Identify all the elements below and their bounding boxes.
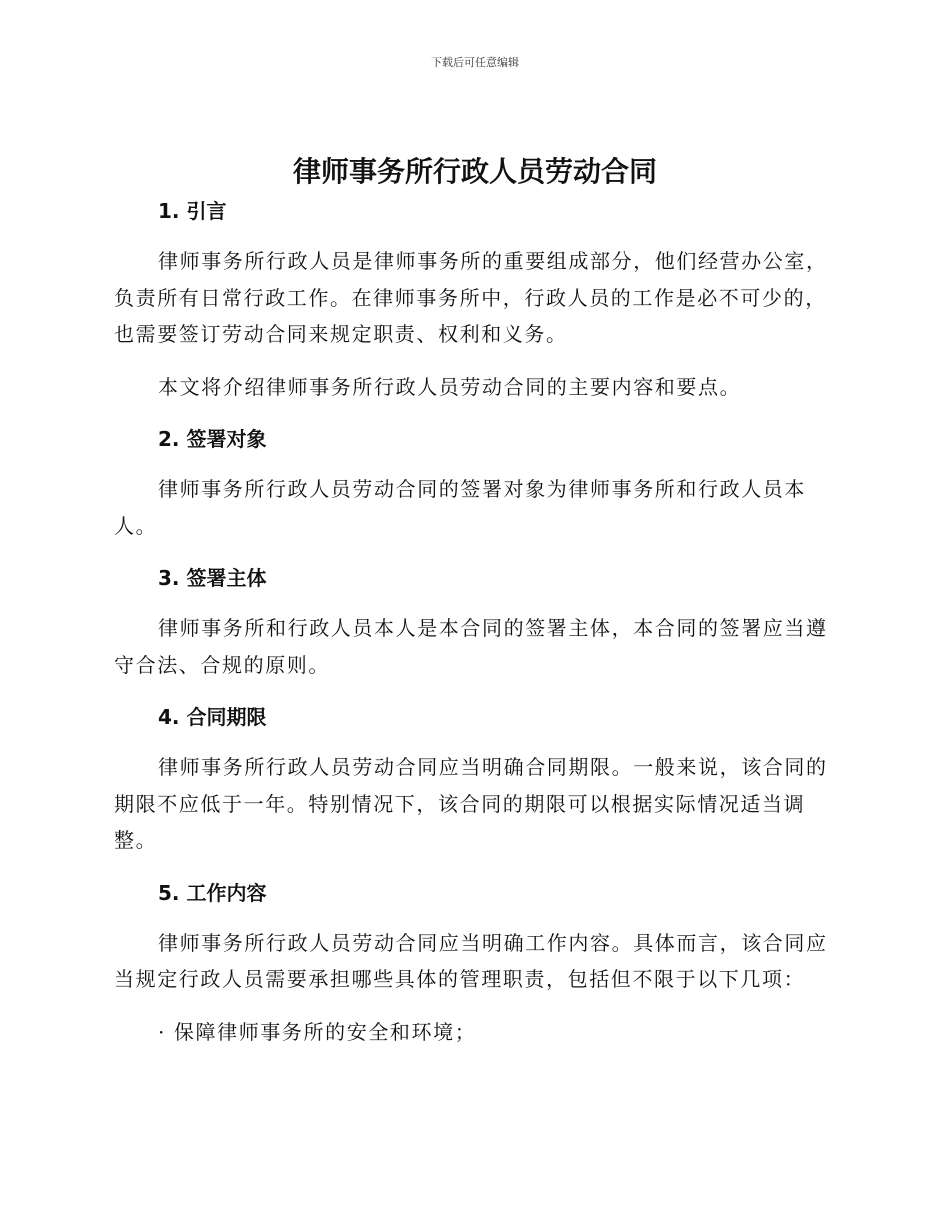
header-note: 下载后可任意编辑 (431, 56, 519, 69)
document-body (114, 193, 834, 1050)
section-heading-intro: 1. 引言 (158, 199, 227, 223)
paragraph: 律师事务所行政人员劳动合同的签署对象为律师事务所和行政人员本人。 (114, 477, 806, 538)
list-item: · 保障律师事务所的安全和环境； (158, 1019, 477, 1044)
document-title: 律师事务所行政人员劳动合同 (292, 155, 657, 188)
section-heading-signing-subject: 3. 签署主体 (158, 566, 267, 590)
paragraph: 律师事务所和行政人员本人是本合同的签署主体，本合同的签署应当遵守合法、合规的原则。 (114, 616, 828, 677)
paragraph: 本文将介绍律师事务所行政人员劳动合同的主要内容和要点。 (158, 374, 742, 399)
paragraph: 律师事务所行政人员劳动合同应当明确工作内容。具体而言，该合同应当规定行政人员需要承担哪些具体的管理职责，包括但不限于以下几项： (114, 930, 828, 991)
paragraph: 律师事务所行政人员劳动合同应当明确合同期限。一般来说，该合同的期限不应低于一年。特别情况下，该合同的期限可以根据实际情况适当调整。 (114, 755, 828, 852)
section-heading-work-content: 5. 工作内容 (158, 880, 267, 905)
section-heading-signing-parties: 2. 签署对象 (158, 427, 267, 451)
section-heading-contract-term: 4. 合同期限 (158, 705, 267, 729)
paragraph: 律师事务所行政人员是律师事务所的重要组成部分，他们经营办公室，负责所有日常行政工作。在律师事务所中，行政人员的工作是必不可少的，也需要签订劳动合同来规定职责、权利和义务。 (114, 249, 828, 346)
